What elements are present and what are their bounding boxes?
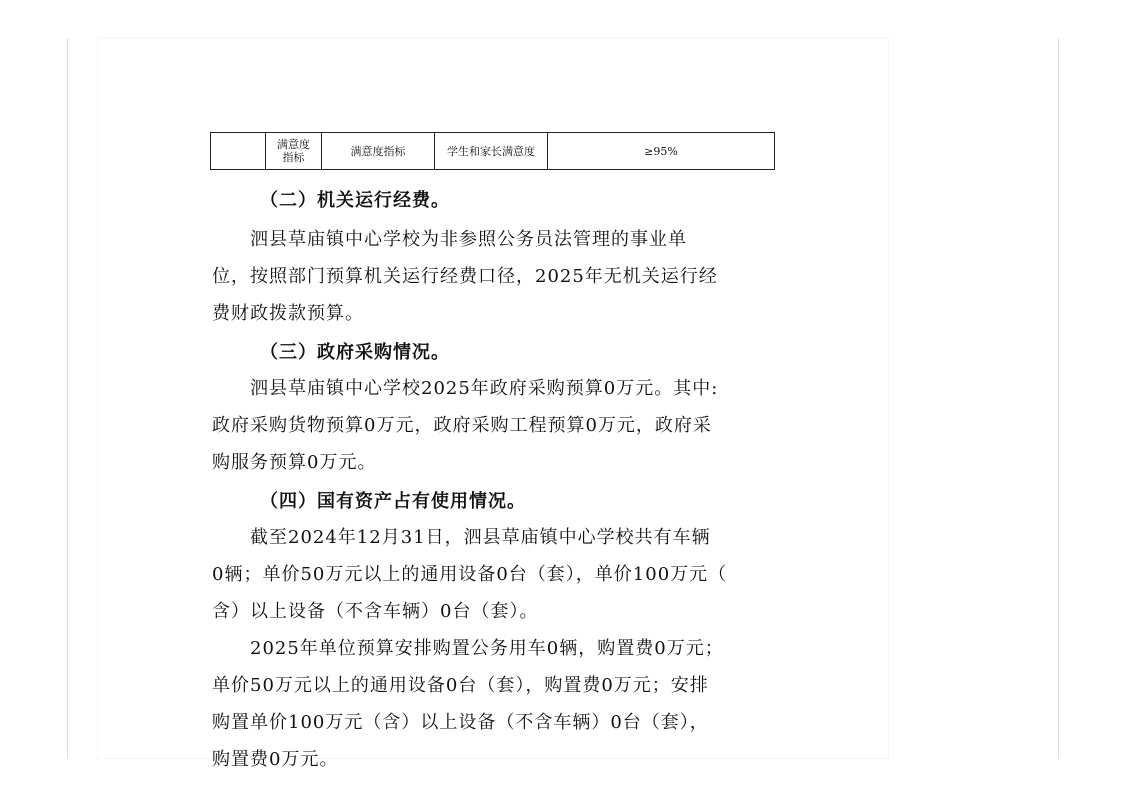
paragraph-line: 政府采购货物预算0万元，政府采购工程预算0万元，政府采 [212,415,712,436]
document-page [98,38,888,770]
table-cell: ≥95% [548,133,775,170]
performance-table [210,132,775,170]
paragraph-line: 泗县草庙镇中心学校为非参照公务员法管理的事业单 [212,229,687,250]
paragraph [212,370,772,481]
table-cell [211,133,266,170]
table-cell [266,133,322,170]
table-cell-text: 满意度指标 [277,138,310,164]
paragraph-line: 单价50万元以上的通用设备0台（套），购置费0万元；安排 [212,675,709,696]
viewer-right-border [1058,38,1059,758]
paragraph-line: 购置单价100万元（含）以上设备（不含车辆）0台（套）， [212,712,709,733]
paragraph [212,630,772,778]
table-row [211,133,775,170]
paragraph-line: 含）以上设备（不含车辆）0台（套）。 [212,601,539,622]
section-heading: （四）国有资产占有使用情况。 [260,491,526,512]
paragraph [212,221,772,332]
section-heading: （二）机关运行经费。 [260,190,450,211]
paragraph-line: 位，按照部门预算机关运行经费口径，2025年无机关运行经 [212,266,718,287]
paragraph-line: 2025年单位预算安排购置公务用车0辆，购置费0万元； [212,638,724,659]
table-cell: 学生和家长满意度 [435,133,548,170]
paragraph-line: 购置费0万元。 [212,749,339,770]
paragraph-line: 购服务预算0万元。 [212,452,377,473]
viewer-left-border [67,38,68,758]
paragraph [212,519,772,630]
section-heading: （三）政府采购情况。 [260,342,450,363]
paragraph-line: 费财政拨款预算。 [212,303,364,324]
paragraph-line: 截至2024年12月31日，泗县草庙镇中心学校共有车辆 [212,527,711,548]
paragraph-line: 0辆；单价50万元以上的通用设备0台（套），单价100万元（ [212,564,728,585]
table-cell: 满意度指标 [322,133,435,170]
paragraph-line: 泗县草庙镇中心学校2025年政府采购预算0万元。其中: [212,378,719,399]
